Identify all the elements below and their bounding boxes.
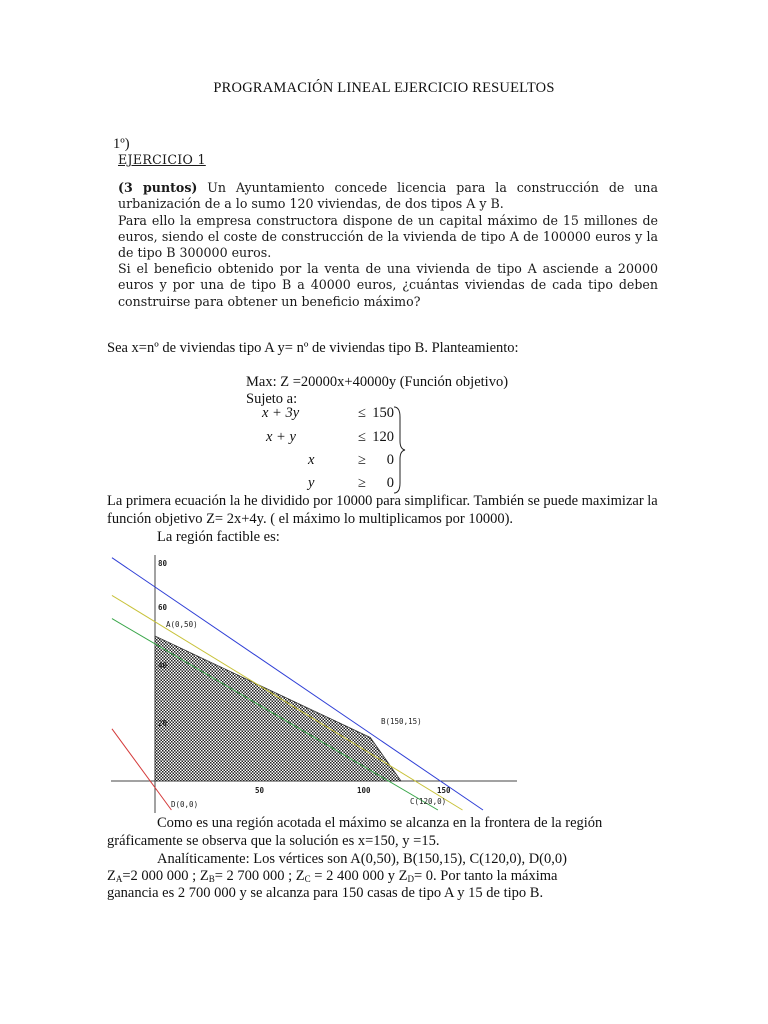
z-sub-b: B — [208, 874, 215, 884]
vertex-label-b: B(150,15) — [381, 717, 422, 726]
z-sub-c: C — [304, 874, 311, 884]
right-brace-icon — [392, 405, 406, 495]
constraint-relation: ≤ — [358, 429, 366, 445]
variables-definition: Sea x=nº de viviendas tipo A y= nº de viviendas tipo B. Planteamiento: — [107, 340, 519, 356]
constraint-lhs: y — [308, 475, 315, 491]
conclusion-paragraph: Como es una región acotada el máximo se alcanza en la frontera de la región gráficamente se observa que la solución es x=150, y =15. — [107, 815, 603, 849]
subject-to-label: Sujeto a: — [246, 391, 298, 407]
feasible-region-label: La región factible es: — [157, 529, 280, 545]
z-value-b: = 2 700 000 ; — [214, 868, 296, 884]
constraint-relation: ≤ — [358, 405, 366, 421]
vertex-label-c: C(120,0) — [410, 797, 447, 806]
z-value-a: =2 000 000 ; — [122, 868, 200, 884]
scan-paragraph-1 — [118, 180, 658, 212]
vertex-label-a: A(0,50) — [166, 620, 198, 629]
constraint-lhs: x + 3y — [262, 405, 300, 421]
scanned-exercise-box — [118, 152, 658, 310]
scan-paragraph-2: Para ello la empresa constructora dispone de un capital máximo de 15 millones de euros, siendo el coste de construcción de la vivienda de tipo A de 100000 euros y la de tipo B 300000 euros. — [118, 212, 658, 261]
x-tick-label: 150 — [437, 786, 451, 795]
vertex-label-d: D(0,0) — [171, 800, 199, 809]
exercise-number: 1º) — [113, 136, 130, 152]
y-tick-label: 20 — [158, 719, 168, 728]
constraint-rhs: 0 — [386, 475, 394, 491]
final-answer: ganancia es 2 700 000 y se alcanza para 150 casas de tipo A y 15 de tipo B. — [107, 885, 544, 901]
z-symbol: Z — [398, 868, 408, 884]
constraint-relation: ≥ — [358, 475, 366, 491]
feasible-region-graph — [111, 555, 517, 813]
constraint-row — [260, 429, 400, 449]
constraint-rhs: 120 — [372, 429, 394, 445]
constraint-row — [260, 452, 400, 472]
scan-heading: EJERCICIO 1 — [118, 152, 206, 167]
z-value-d: = 0. Por tanto la máxima — [413, 868, 558, 884]
z-symbol: Z — [107, 868, 116, 884]
y-tick-label: 40 — [158, 661, 168, 670]
y-tick-label: 80 — [158, 559, 168, 568]
z-sub-d: D — [407, 874, 414, 884]
constraint-lhs: x — [308, 452, 315, 468]
x-tick-label: 100 — [357, 786, 371, 795]
simplify-paragraph: La primera ecuación la he dividido por 10000 para simplificar. También se puede maximizar la función objetivo Z= 2x+4y. ( el máximo lo multiplicamos por 10000). — [107, 493, 658, 527]
z-value-c: = 2 400 000 y — [310, 868, 399, 884]
z-symbol: Z — [295, 868, 305, 884]
z-sub-a: A — [115, 874, 123, 884]
points-label: (3 puntos) — [118, 180, 198, 196]
constraint-relation: ≥ — [358, 452, 366, 468]
page-title: PROGRAMACIÓN LINEAL EJERCICIO RESUELTOS — [213, 80, 555, 96]
constraint-row — [260, 405, 400, 425]
objective-function: Max: Z =20000x+40000y (Función objetivo) — [246, 374, 509, 390]
y-tick-label: 60 — [158, 603, 168, 612]
scan-paragraph-3: Si el beneficio obtenido por la venta de una vivienda de tipo A asciende a 20000 euros y por una de tipo B a 40000 euros, ¿cuántas viviendas de cada tipo deben construirse para obtener un beneficio máximo? — [118, 261, 658, 309]
z-symbol: Z — [199, 868, 209, 884]
scan-paragraph-1-text: Un Ayuntamiento concede licencia para la construcción de una urbanización de a lo sumo 120 viviendas, de dos tipos A y B. — [118, 180, 658, 212]
constraint-rhs: 0 — [386, 452, 394, 468]
constraint-lhs: x + y — [266, 429, 296, 445]
analytic-paragraph: Analíticamente: Los vértices son A(0,50), B(150,15), C(120,0), D(0,0) — [157, 851, 567, 867]
constraint-rhs: 150 — [372, 405, 394, 421]
x-tick-label: 50 — [255, 786, 265, 795]
